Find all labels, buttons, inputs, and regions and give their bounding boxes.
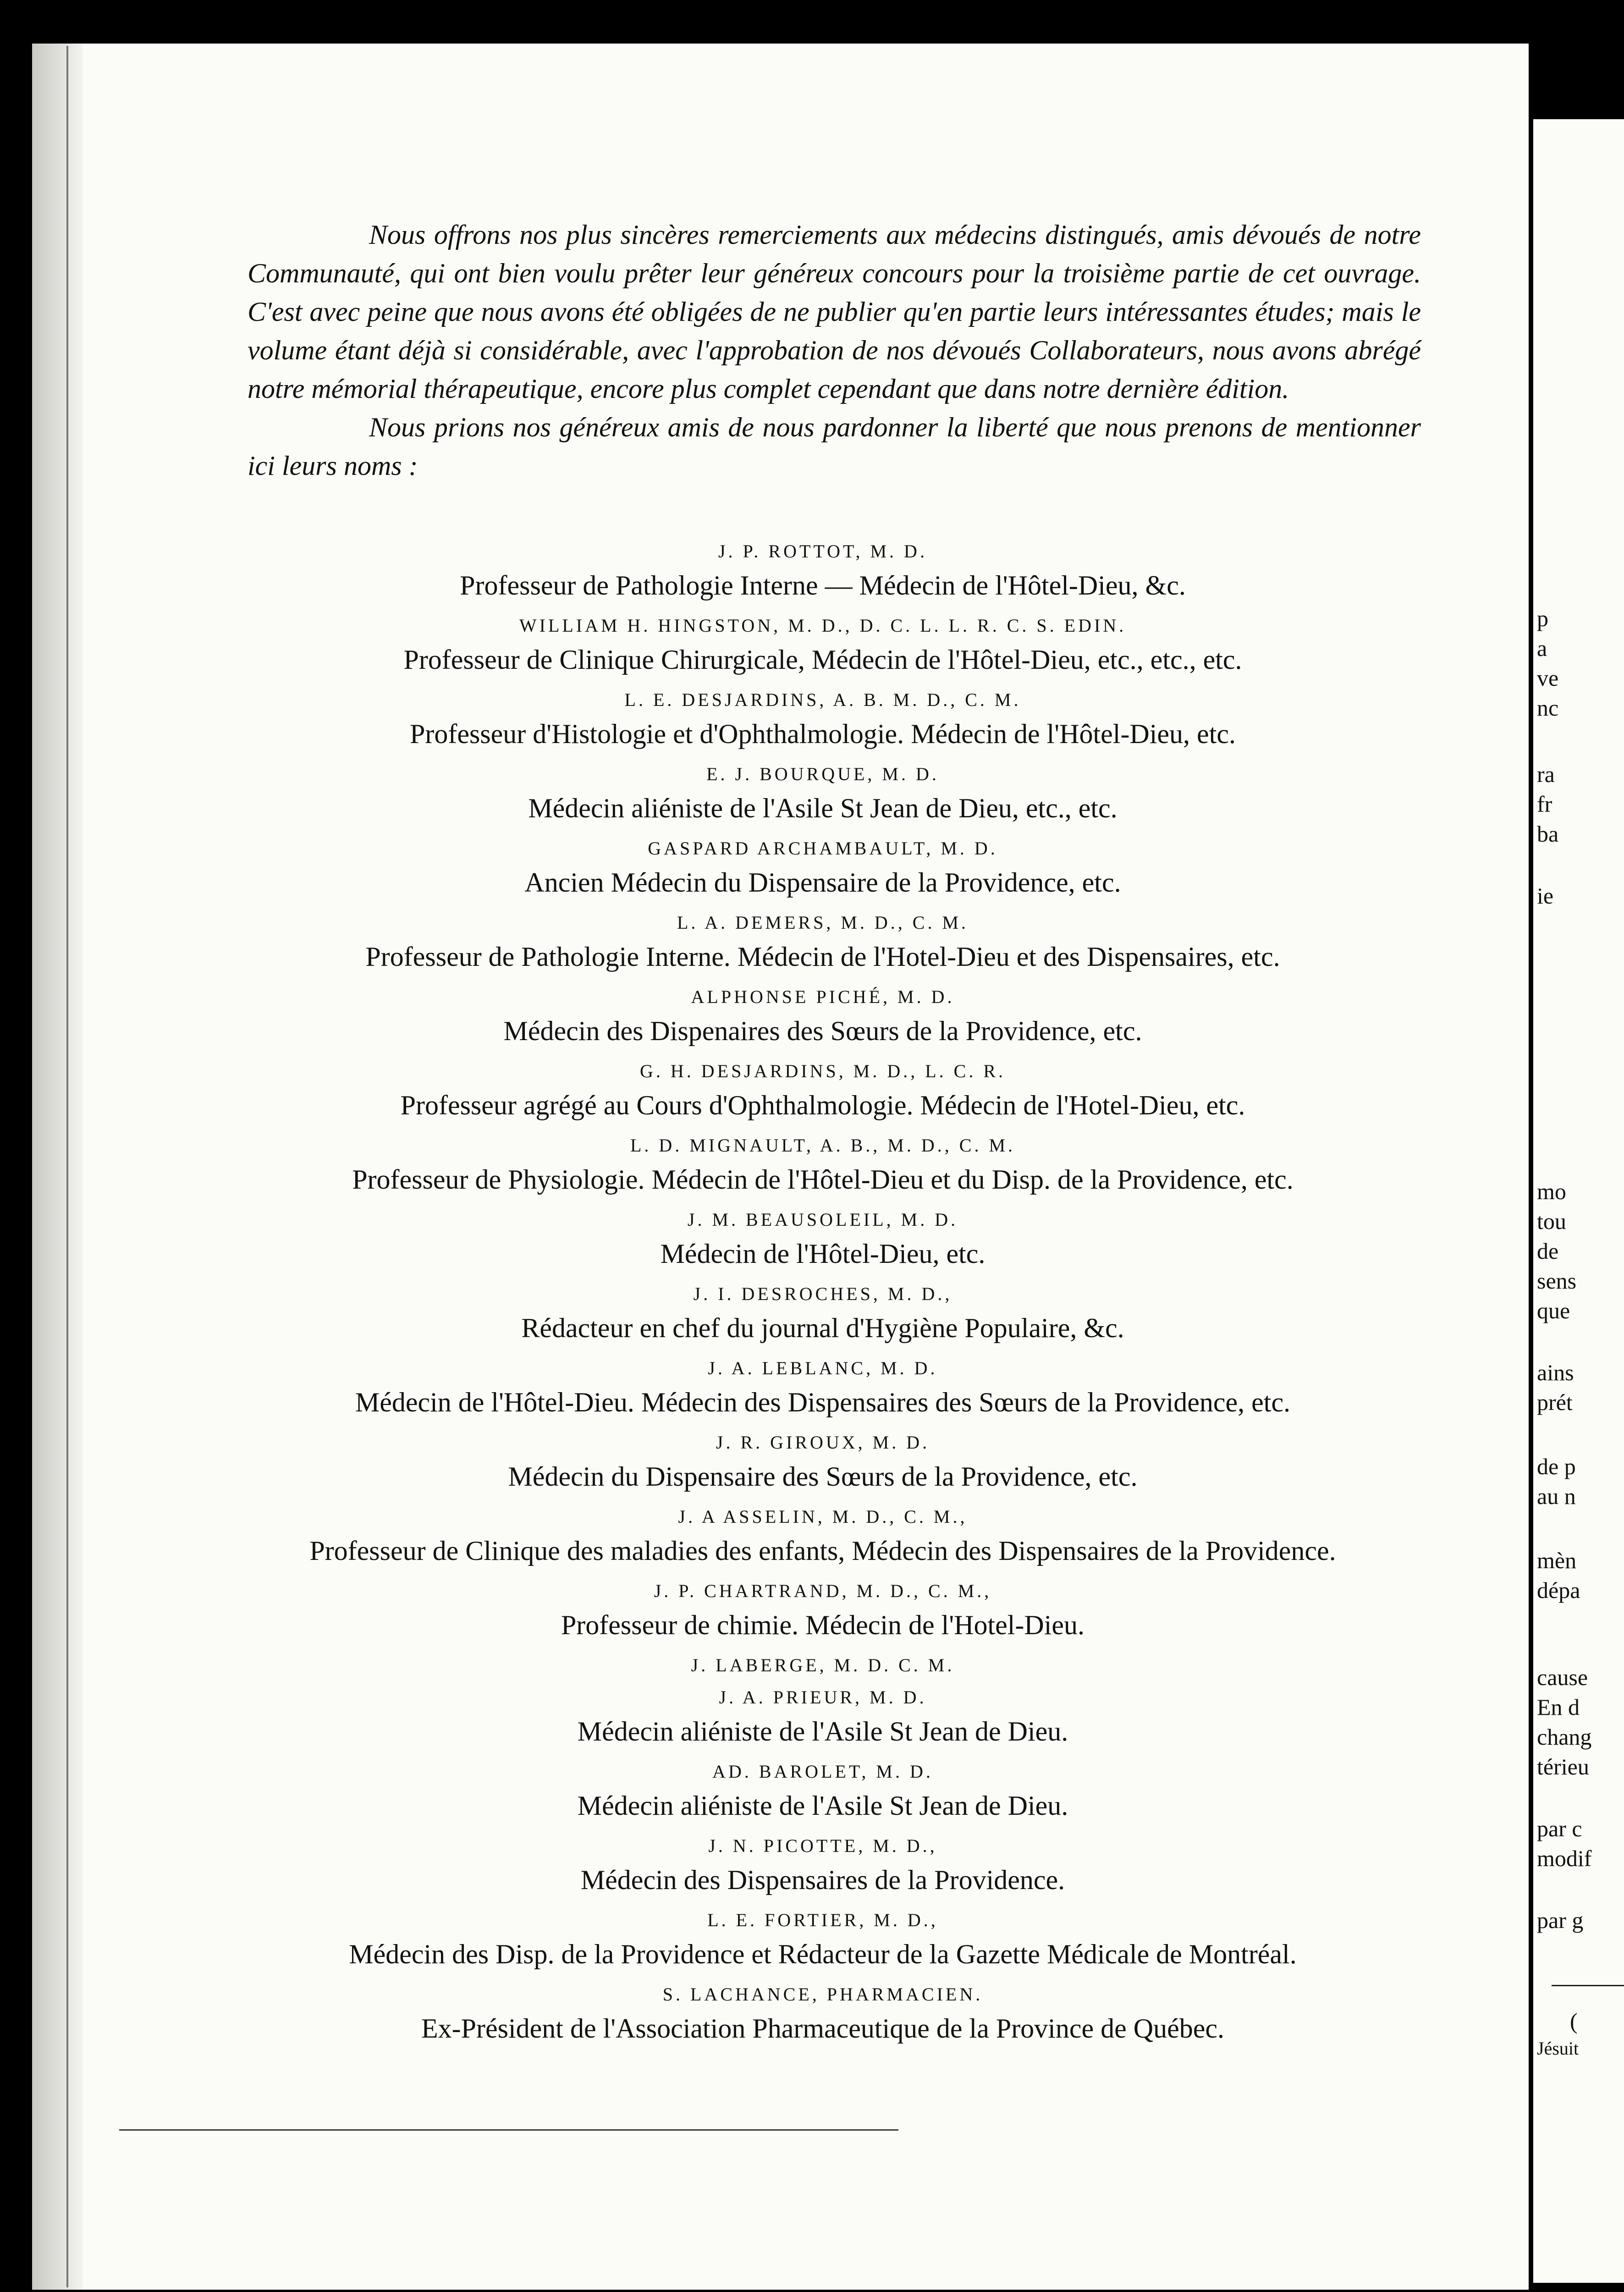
contributor-name: L. D. MIGNAULT, A. B., M. D., C. M. bbox=[630, 1135, 1016, 1156]
fragment-word: p bbox=[1537, 606, 1548, 631]
contributor-entry bbox=[193, 1907, 1453, 1975]
contributor-title: Professeur d'Histologie et d'Ophthalmologie. Médecin de l'Hôtel-Dieu, etc. bbox=[410, 719, 1236, 749]
contributor-name: J. N. PICOTTE, M. D., bbox=[708, 1835, 937, 1856]
contributor-entry bbox=[193, 1133, 1453, 1201]
contributor-name: WILLIAM H. HINGSTON, M. D., D. C. L. L. R. C. S. EDIN. bbox=[519, 615, 1127, 636]
contributor-entry bbox=[193, 1281, 1453, 1349]
contributor-title: Médecin aliéniste de l'Asile St Jean de Dieu, etc., etc. bbox=[528, 793, 1118, 823]
contributor-title: Médecin des Dispenaires des Sœurs de la Providence, etc. bbox=[503, 1016, 1142, 1046]
contributor-entry bbox=[193, 539, 1453, 606]
contributor-title: Médecin de l'Hôtel-Dieu, etc. bbox=[660, 1239, 985, 1269]
contributor-name: J. R. GIROUX, M. D. bbox=[716, 1432, 930, 1453]
contributor-title: Ex-Président de l'Association Pharmaceutique de la Province de Québec. bbox=[421, 2013, 1224, 2044]
binding-fold-line bbox=[66, 46, 68, 2287]
contributor-name: J. P. ROTTOT, M. D. bbox=[718, 541, 927, 562]
fragment-word: ains bbox=[1537, 1360, 1574, 1385]
contributor-name: J. I. DESROCHES, M. D., bbox=[693, 1284, 952, 1304]
fragment-word: ie bbox=[1537, 883, 1554, 909]
intro-paragraph-1: Nous offrons nos plus sincères remerciements aux médecins distingués, amis dévoués de notre Communauté, qui ont bien voulu prêter leur généreux concours pour la troisième partie de cet ouvrage. C'est avec peine que nous avons été obligées de ne publier qu'en partie leurs intéressantes études; mais le volume étant déjà si considérable, avec l'approbation de nos dévoués Collaborateurs, nous avons abrégé notre mémorial thérapeutique, encore plus complet cependant que dans notre dernière édition. bbox=[248, 220, 1421, 404]
contributor-entry bbox=[193, 1355, 1453, 1423]
contributor-entry bbox=[193, 613, 1453, 681]
fragment-word: nc bbox=[1537, 695, 1559, 721]
contributor-entry bbox=[193, 761, 1453, 829]
contributor-entry bbox=[193, 836, 1453, 904]
bottom-divider bbox=[119, 2129, 898, 2131]
contributor-name: ALPHONSE PICHÉ, M. D. bbox=[691, 986, 955, 1007]
contributor-name: GASPARD ARCHAMBAULT, M. D. bbox=[648, 838, 998, 859]
contributor-name: J. A. LEBLANC, M. D. bbox=[708, 1358, 938, 1378]
contributor-title: Médecin des Disp. de la Providence et Rédacteur de la Gazette Médicale de Montréal. bbox=[349, 1939, 1297, 1969]
contributor-entry bbox=[193, 687, 1453, 755]
contributor-title: Professeur de Pathologie Interne. Médecin de l'Hotel-Dieu et des Dispensaires, etc. bbox=[365, 942, 1280, 972]
contributor-entry bbox=[193, 1430, 1453, 1498]
contributor-title: Professeur de Pathologie Interne — Médecin de l'Hôtel-Dieu, &c. bbox=[460, 570, 1186, 601]
fragment-word: En d bbox=[1537, 1694, 1580, 1720]
fragment-word: ve bbox=[1537, 665, 1559, 691]
fragment-word: de bbox=[1537, 1238, 1559, 1264]
contributor-name: J. A ASSELIN, M. D., C. M., bbox=[678, 1506, 968, 1527]
fragment-word: fr bbox=[1537, 791, 1552, 817]
fragment-word: ba bbox=[1537, 821, 1559, 847]
contributor-entry bbox=[193, 1578, 1453, 1646]
contributor-name: J. P. CHARTRAND, M. D., C. M., bbox=[654, 1581, 992, 1601]
contributor-name: E. J. BOURQUE, M. D. bbox=[706, 764, 939, 784]
contributor-entry bbox=[193, 1759, 1453, 1827]
fragment-word: modif bbox=[1537, 1846, 1592, 1871]
contributor-title: Médecin de l'Hôtel-Dieu. Médecin des Dispensaires des Sœurs de la Providence, etc. bbox=[355, 1387, 1291, 1417]
contributor-entry bbox=[193, 1982, 1453, 2050]
contributor-title: Professeur de Clinique Chirurgicale, Médecin de l'Hôtel-Dieu, etc., etc., etc. bbox=[403, 645, 1242, 675]
contributor-name: J. LABERGE, M. D. C. M. bbox=[691, 1655, 955, 1675]
adjacent-page-fragment bbox=[1533, 119, 1624, 2283]
contributor-entry bbox=[193, 1653, 1453, 1678]
fragment-word: sens bbox=[1537, 1268, 1577, 1294]
fragment-word: mo bbox=[1537, 1179, 1566, 1204]
contributor-title: Ancien Médecin du Dispensaire de la Providence, etc. bbox=[524, 867, 1121, 898]
contributor-entry bbox=[193, 910, 1453, 978]
contributor-title: Médecin du Dispensaire des Sœurs de la Providence, etc. bbox=[508, 1461, 1138, 1492]
contributor-title: Rédacteur en chef du journal d'Hygiène Populaire, &c. bbox=[521, 1313, 1124, 1343]
contributor-name: S. LACHANCE, PHARMACIEN. bbox=[662, 1984, 983, 2005]
contributor-title: Médecin des Dispensaires de la Providence. bbox=[580, 1865, 1065, 1895]
fragment-word: térieu bbox=[1537, 1754, 1589, 1780]
fragment-word: ra bbox=[1537, 761, 1555, 787]
intro-paragraph-2: Nous prions nos généreux amis de nous pardonner la liberté que nous prenons de mentionner ici leurs noms : bbox=[248, 412, 1421, 481]
fragment-word: dépa bbox=[1537, 1577, 1580, 1603]
fragment-word: que bbox=[1537, 1298, 1570, 1323]
fragment-word: chang bbox=[1537, 1724, 1592, 1750]
contributor-name: J. M. BEAUSOLEIL, M. D. bbox=[687, 1209, 958, 1230]
contributor-list bbox=[193, 539, 1453, 2056]
contributor-entry bbox=[193, 1058, 1453, 1126]
contributor-entry bbox=[193, 984, 1453, 1052]
fragment-word: au n bbox=[1537, 1483, 1576, 1509]
fragment-word: tou bbox=[1537, 1208, 1566, 1234]
contributor-name: L. E. FORTIER, M. D., bbox=[707, 1910, 938, 1930]
contributor-name: L. E. DESJARDINS, A. B. M. D., C. M. bbox=[624, 689, 1021, 710]
contributor-entry bbox=[193, 1504, 1453, 1572]
contributor-entry bbox=[193, 1207, 1453, 1275]
fragment-word: cause bbox=[1537, 1664, 1588, 1690]
contributor-title: Professeur agrégé au Cours d'Ophthalmologie. Médecin de l'Hotel-Dieu, etc. bbox=[400, 1090, 1245, 1120]
fragment-word: par c bbox=[1537, 1816, 1582, 1841]
contributor-name: AD. BAROLET, M. D. bbox=[712, 1761, 933, 1782]
fragment-word: a bbox=[1537, 635, 1547, 661]
contributor-name: G. H. DESJARDINS, M. D., L. C. R. bbox=[639, 1061, 1006, 1081]
contributor-title: Médecin aliéniste de l'Asile St Jean de Dieu. bbox=[577, 1716, 1068, 1747]
contributor-title: Professeur de Clinique des maladies des enfants, Médecin des Dispensaires de la Providence. bbox=[309, 1536, 1336, 1566]
contributor-title: Professeur de Physiologie. Médecin de l'Hôtel-Dieu et du Disp. de la Providence, etc. bbox=[352, 1164, 1294, 1195]
fragment-word: Jésuit bbox=[1537, 2038, 1579, 2059]
page-binding-edge bbox=[32, 44, 83, 2290]
contributor-entry bbox=[193, 1833, 1453, 1901]
fragment-rule bbox=[1552, 1985, 1624, 1986]
fragment-word: par g bbox=[1537, 1907, 1584, 1933]
fragment-word: mèn bbox=[1537, 1548, 1577, 1573]
contributor-name: L. A. DEMERS, M. D., C. M. bbox=[677, 912, 969, 933]
fragment-word: de p bbox=[1537, 1454, 1576, 1479]
contributor-name: J. A. PRIEUR, M. D. bbox=[719, 1687, 927, 1708]
contributor-title: Médecin aliéniste de l'Asile St Jean de Dieu. bbox=[577, 1791, 1068, 1821]
fragment-word: ( bbox=[1570, 2008, 1578, 2034]
contributor-entry bbox=[193, 1685, 1453, 1752]
fragment-word: prét bbox=[1537, 1389, 1573, 1415]
contributor-title: Professeur de chimie. Médecin de l'Hotel-Dieu. bbox=[561, 1610, 1085, 1640]
intro-text bbox=[248, 215, 1421, 485]
